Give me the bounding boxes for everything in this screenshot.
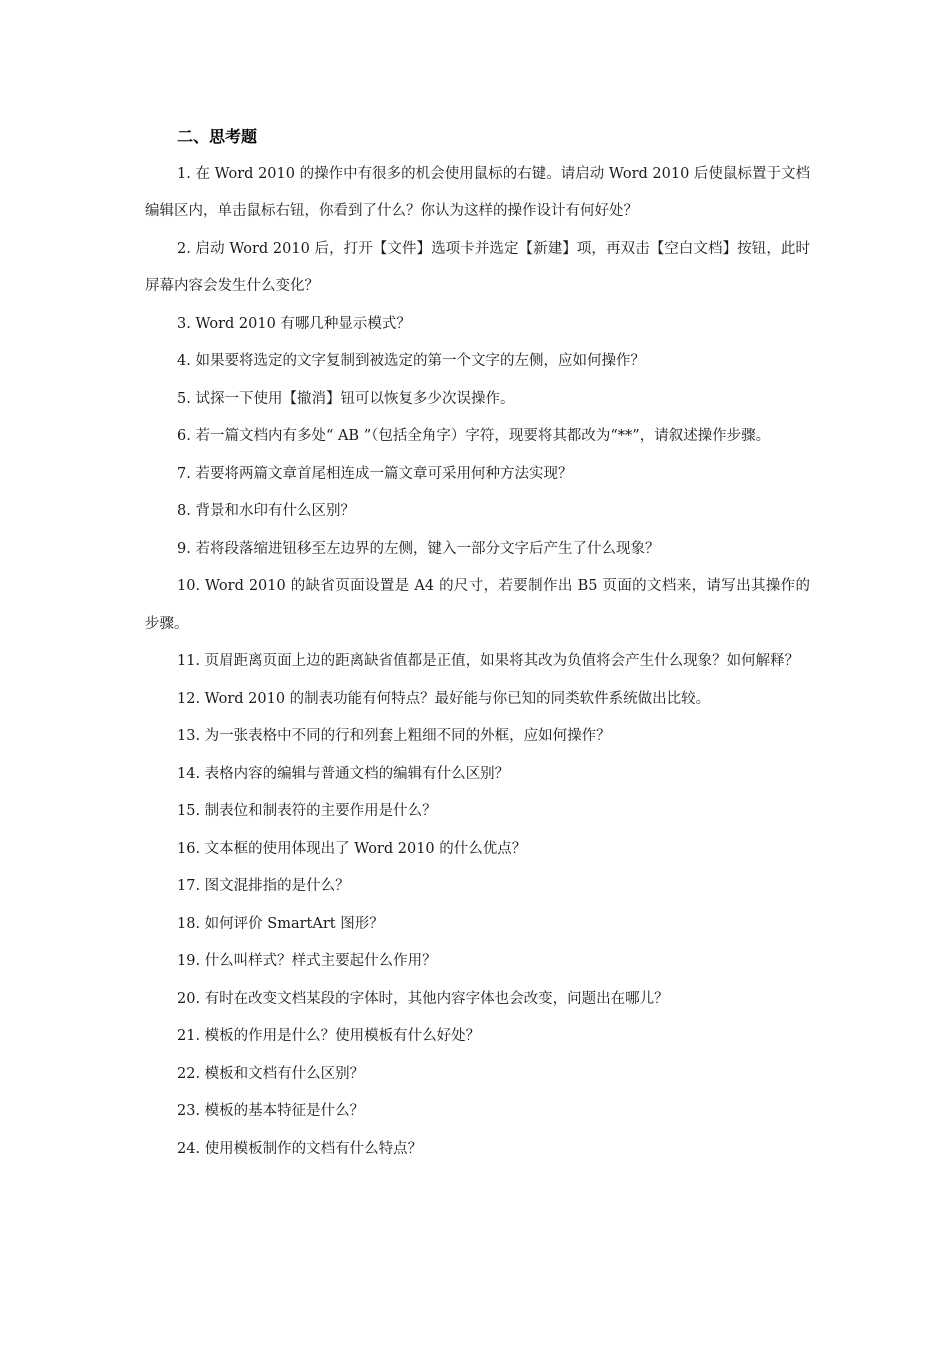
section-title: 二、思考题 (177, 127, 258, 146)
question-item: 10. Word 2010 的缺省页面设置是 A4 的尺寸，若要制作出 B5 页面的文档来，请写出其操作的步骤。 (145, 578, 810, 632)
question-item: 2. 启动 Word 2010 后，打开【文件】选项卡并选定【新建】项，再双击【空白文档】按钮，此时屏幕内容会发生什么变化？ (145, 240, 810, 294)
question-item: 3. Word 2010 有哪几种显示模式？ (177, 315, 411, 332)
question-item: 1. 在 Word 2010 的操作中有很多的机会使用鼠标的右键。请启动 Word 2010 后使鼠标置于文档编辑区内，单击鼠标右钮，你看到了什么？你认为这样的操作设计有何好处？ (145, 165, 810, 219)
question-item: 5. 试探一下使用【撤消】钮可以恢复多少次误操作。 (177, 390, 515, 407)
question-item: 7. 若要将两篇文章首尾相连成一篇文章可采用何种方法实现？ (177, 465, 573, 482)
question-item: 22. 模板和文档有什么区别？ (177, 1065, 365, 1082)
question-item: 6. 若一篇文档内有多处“ AB ”（包括全角字）字符，现要将其都改为“**”，请叙述操作步骤。 (177, 428, 771, 444)
question-item: 24. 使用模板制作的文档有什么特点？ (177, 1140, 423, 1157)
question-item: 18. 如何评价 SmartArt 图形？ (177, 915, 384, 932)
question-item: 9. 若将段落缩进钮移至左边界的左侧，键入一部分文字后产生了什么现象？ (177, 540, 660, 557)
question-item: 13. 为一张表格中不同的行和列套上粗细不同的外框，应如何操作？ (177, 728, 611, 744)
question-item: 8. 背景和水印有什么区别？ (177, 503, 355, 519)
question-item: 14. 表格内容的编辑与普通文档的编辑有什么区别？ (177, 765, 510, 782)
question-item: 12. Word 2010 的制表功能有何特点？最好能与你已知的同类软件系统做出比较。 (177, 690, 711, 707)
question-item: 19. 什么叫样式？样式主要起什么作用？ (177, 953, 437, 969)
question-item: 17. 图文混排指的是什么？ (177, 878, 350, 894)
question-item: 15. 制表位和制表符的主要作用是什么？ (177, 803, 437, 819)
question-item: 21. 模板的作用是什么？使用模板有什么好处？ (177, 1028, 481, 1044)
question-item: 23. 模板的基本特征是什么？ (177, 1103, 365, 1119)
question-item: 11. 页眉距离页面上边的距离缺省值都是正值，如果将其改为负值将会产生什么现象？如何解释？ (177, 653, 800, 669)
question-item: 4. 如果要将选定的文字复制到被选定的第一个文字的左侧，应如何操作？ (177, 353, 645, 369)
question-item: 16. 文本框的使用体现出了 Word 2010 的什么优点？ (177, 840, 527, 857)
document-body (145, 118, 810, 1168)
question-item: 20. 有时在改变文档某段的字体时，其他内容字体也会改变，问题出在哪儿？ (177, 990, 669, 1007)
